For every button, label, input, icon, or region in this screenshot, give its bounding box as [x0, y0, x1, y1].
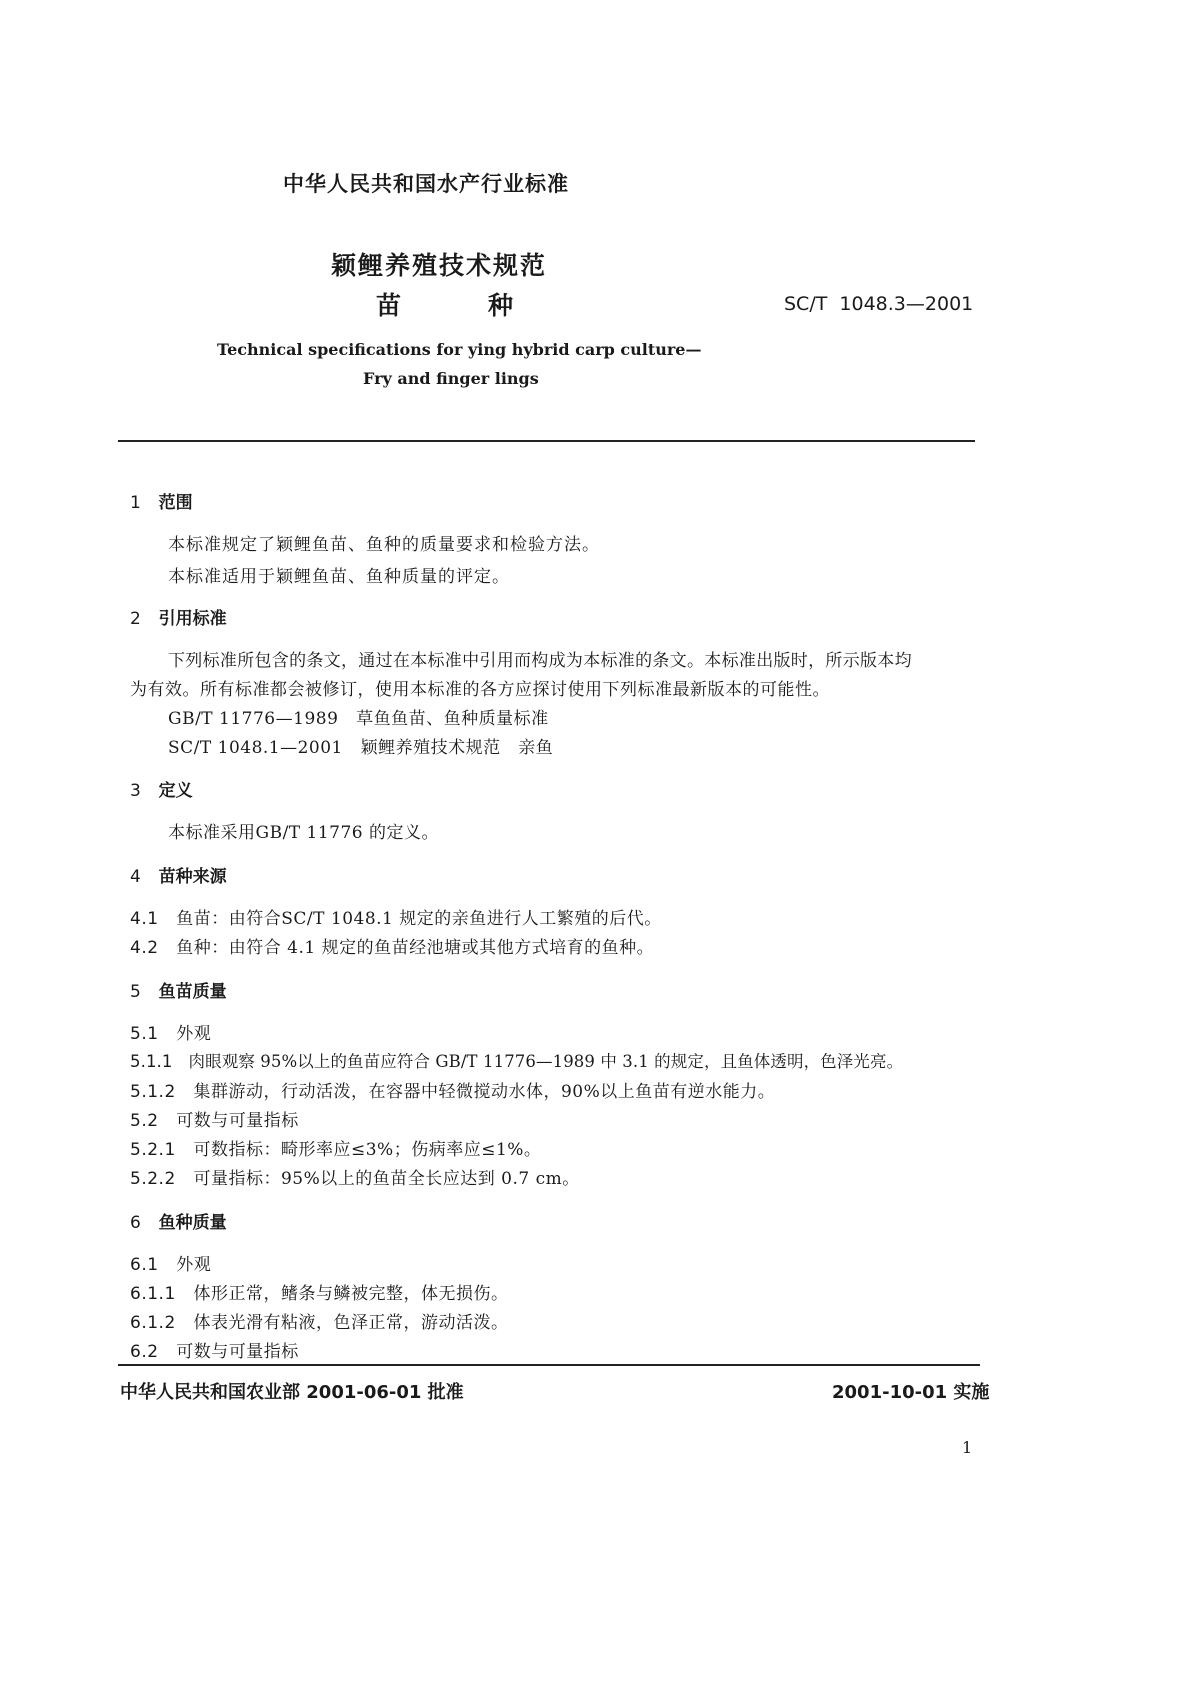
clause: 5.2 可数与可量指标 — [130, 1111, 299, 1131]
section-heading: 5 鱼苗质量 — [130, 982, 227, 1002]
effective-date: 2001-10-01 实施 — [832, 1382, 990, 1403]
section-heading: 1 范围 — [130, 493, 193, 513]
clause: 4.2 鱼种：由符合 4.1 规定的鱼苗经池塘或其他方式培育的鱼种。 — [130, 938, 655, 958]
paragraph: 为有效。所有标准都会被修订，使用本标准的各方应探讨使用下列标准最新版本的可能性。 — [130, 680, 830, 700]
clause: 4.1 鱼苗：由符合SC/T 1048.1 规定的亲鱼进行人工繁殖的后代。 — [130, 909, 662, 929]
page-number: 1 — [962, 1438, 973, 1457]
reference-item: GB/T 11776—1989 草鱼鱼苗、鱼种质量标准 — [168, 709, 549, 729]
reference-item: SC/T 1048.1—2001 颖鲤养殖技术规范 亲鱼 — [168, 738, 554, 758]
paragraph: 下列标准所包含的条文，通过在本标准中引用而构成为本标准的条文。本标准出版时，所示版本均 — [168, 651, 912, 671]
clause: 6.2 可数与可量指标 — [130, 1342, 299, 1362]
clause: 5.1.2 集群游动，行动活泼，在容器中轻微搅动水体，90%以上鱼苗有逆水能力。 — [130, 1082, 776, 1102]
clause: 5.2.1 可数指标：畸形率应≤3%；伤病率应≤1%。 — [130, 1140, 542, 1160]
approval-line: 中华人民共和国农业部 2001-06-01 批准 — [120, 1382, 464, 1403]
section-heading: 6 鱼种质量 — [130, 1213, 227, 1233]
header-divider — [118, 440, 975, 442]
section-heading: 2 引用标准 — [130, 609, 227, 629]
paragraph: 本标准规定了颖鲤鱼苗、鱼种的质量要求和检验方法。 — [168, 535, 600, 555]
document-subtitle: 苗 种 — [376, 291, 514, 320]
section-heading: 3 定义 — [130, 781, 193, 801]
clause: 6.1.1 体形正常，鳍条与鳞被完整，体无损伤。 — [130, 1284, 509, 1304]
issuing-authority: 中华人民共和国水产行业标准 — [283, 172, 569, 196]
clause: 6.1.2 体表光滑有粘液，色泽正常，游动活泼。 — [130, 1313, 509, 1333]
footer-divider — [118, 1364, 980, 1366]
english-title-line2: Fry and finger lings — [363, 369, 539, 388]
section-heading: 4 苗种来源 — [130, 867, 227, 887]
standard-code: SC/T 1048.3—2001 — [784, 293, 974, 315]
clause: 5.1 外观 — [130, 1024, 212, 1044]
document-title: 颖鲤养殖技术规范 — [331, 251, 548, 280]
english-title-line1: Technical specifications for ying hybrid carp culture— — [217, 340, 702, 359]
clause: 6.1 外观 — [130, 1255, 212, 1275]
paragraph: 本标准适用于颖鲤鱼苗、鱼种质量的评定。 — [168, 567, 510, 587]
paragraph: 本标准采用GB/T 11776 的定义。 — [168, 823, 440, 843]
clause: 5.1.1 肉眼观察 95%以上的鱼苗应符合 GB/T 11776—1989 中 3.1 的规定，且鱼体透明，色泽光亮。 — [130, 1052, 904, 1071]
clause: 5.2.2 可量指标：95%以上的鱼苗全长应达到 0.7 cm。 — [130, 1169, 580, 1189]
